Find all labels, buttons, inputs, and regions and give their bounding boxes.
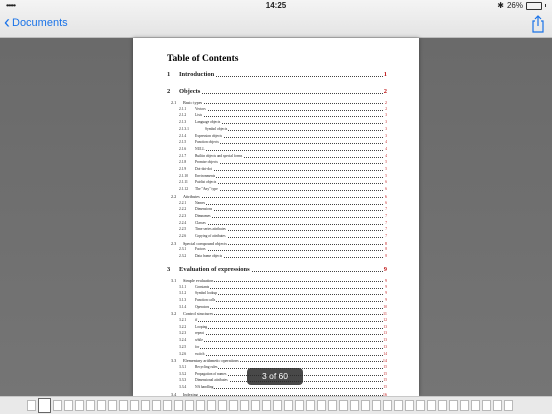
page-thumbnail[interactable] (152, 400, 161, 411)
battery-icon (526, 2, 542, 10)
page-thumbnail[interactable] (350, 400, 359, 411)
toc-entry-title: while (195, 338, 203, 343)
share-icon (530, 15, 546, 33)
battery-status (497, 1, 546, 10)
page-thumbnail[interactable] (229, 400, 238, 411)
toc-entry[interactable] (133, 140, 419, 146)
toc-leader-dots (195, 143, 383, 144)
toc-entry-title: NULL (195, 146, 205, 151)
page-thumbnail[interactable] (27, 400, 36, 411)
toc-entry-page: 16 (382, 391, 387, 396)
toc-entry-title: Attributes (183, 193, 200, 199)
toc-entry-page: 3 (385, 113, 387, 118)
toc-entry-title: Pairlist objects (195, 180, 217, 185)
toc-entry-page: 8 (384, 240, 387, 246)
toc-entry-page: 6 (385, 200, 387, 205)
toc-entry-page: 13 (383, 338, 387, 343)
toc-leader-dots (195, 301, 383, 302)
toc-entry[interactable] (133, 154, 419, 160)
toc-entry[interactable] (133, 88, 419, 98)
toc-entry[interactable] (133, 207, 419, 213)
toc-entry-title: Constants (195, 284, 210, 289)
toc-entry-page: 13 (383, 324, 387, 329)
toc-entry-page: 3 (385, 126, 387, 131)
toc-entry-number: 2.1.9 (179, 167, 187, 171)
toc-entry-page: 14 (383, 351, 387, 356)
toc-entry-title: Simple evaluation (183, 277, 214, 283)
toc-entry-number: 2.1.3 (179, 120, 187, 125)
toc-leader-dots (195, 116, 383, 117)
toc-entry-number: 2.2.2 (179, 207, 187, 212)
toc-entry[interactable] (133, 134, 419, 140)
toc-leader-dots (195, 150, 383, 151)
toc-entry-number: 3.2.5 (179, 344, 187, 349)
toc-entry-title: switch (195, 351, 205, 356)
page-thumbnail[interactable] (471, 400, 480, 411)
page-thumbnail[interactable] (339, 400, 348, 411)
toc-entry-page: 7 (385, 207, 387, 212)
page-thumbnail[interactable] (75, 400, 84, 411)
page-thumbnail[interactable] (97, 400, 106, 411)
page-thumbnail[interactable] (130, 400, 139, 411)
toc-entry[interactable] (133, 107, 419, 113)
toc-entry-title: Introduction (179, 71, 215, 78)
toc-entry-title: Language objects (195, 120, 221, 125)
toc-entry-page: 2 (384, 100, 387, 105)
page-thumbnails (27, 400, 513, 413)
toc-entry-number: 2 (167, 88, 171, 95)
toc-entry-number: 2.1.2 (179, 113, 187, 118)
toc-leader-dots (183, 103, 383, 104)
page-thumbnail[interactable] (141, 400, 150, 411)
page-thumbnail[interactable] (372, 400, 381, 411)
toc-entry-number: 3.3.2 (179, 371, 187, 376)
battery-tip (545, 4, 546, 7)
toc-entry-page: 4 (385, 146, 387, 151)
toc-entry-page: 7 (385, 220, 387, 225)
toc-entry-number: 2.1.7 (179, 153, 187, 158)
chevron-left-icon: ‹ (4, 12, 10, 32)
toc-entry-page: 13 (383, 331, 387, 336)
toc-entry-number: 2.1.12 (179, 187, 188, 192)
back-button-label: Documents (12, 17, 68, 29)
toc-leader-dots (183, 197, 383, 198)
share-button[interactable] (530, 15, 546, 33)
page-indicator: 3 of 60 (247, 368, 303, 385)
toc-entry-number: 3.1.2 (179, 291, 187, 296)
toc-entry-number: 3.2.6 (179, 351, 187, 356)
page-thumbnail[interactable] (427, 400, 436, 411)
toc-entry-page: 15 (383, 364, 387, 369)
page-scrubber[interactable] (0, 396, 552, 414)
toc-entry-page: 5 (385, 167, 387, 171)
toc-leader-dots (195, 321, 383, 322)
toc-entry-title: Copying of attributes (195, 234, 226, 238)
page-thumbnail[interactable] (295, 400, 304, 411)
toc-entry-title: Dimensional attributes (195, 378, 228, 383)
toc-entry-title: if (195, 318, 198, 322)
toc-entry[interactable] (133, 298, 419, 304)
toc-entry-title: NA handling (195, 385, 214, 389)
toc-entry-page: 13 (383, 344, 387, 349)
toc-entry-number: 2.1.4 (179, 133, 187, 138)
toc-entry-page: 15 (383, 378, 387, 383)
toc-entry[interactable] (133, 71, 419, 81)
toc-entry[interactable] (133, 266, 419, 276)
page-thumbnail[interactable] (394, 400, 403, 411)
toc-entry-title: Elementary arithmetic operations (183, 358, 239, 364)
toc-entry-number: 3.1.3 (179, 297, 187, 302)
toc-entry[interactable] (133, 194, 419, 200)
page-thumbnail[interactable] (328, 400, 337, 411)
toc-entry-page: 3 (385, 133, 387, 138)
toc-entry[interactable] (133, 241, 419, 247)
toc-entry-number: 3.2.2 (179, 324, 187, 329)
toc-entry-title: Dot-dot-dot (195, 167, 212, 171)
toc-entry-title: Vectors (195, 106, 206, 111)
toc-entry-number: 3 (167, 265, 171, 273)
toc-entry-page: 9 (385, 297, 387, 302)
toc-entry-page: 10 (383, 304, 387, 309)
toc-entry-title: Time series attributes (195, 227, 226, 232)
toc-entry-title: Factors (195, 247, 206, 252)
toc-heading: Table of Contents (167, 54, 239, 64)
toc-entry-title: Function calls (195, 297, 216, 302)
toc-entry[interactable] (133, 318, 419, 324)
toc-entry-number: 1 (167, 71, 171, 78)
toc-entry[interactable] (133, 160, 419, 166)
page-thumbnail[interactable] (284, 400, 293, 411)
toc-entry-number: 2.1 (171, 100, 177, 105)
toc-entry[interactable] (133, 385, 419, 391)
page-thumbnail[interactable] (251, 400, 260, 411)
toc-leader-dots (195, 328, 383, 329)
toc-entry[interactable] (133, 352, 419, 358)
toc-entry-number: 3.1.4 (179, 304, 187, 309)
toc-entry-number: 2.2 (171, 193, 177, 199)
toc-entry-number: 2.2.3 (179, 213, 187, 218)
toc-entry-page: 6 (384, 193, 387, 199)
navigation-bar (0, 0, 552, 38)
toc-leader-dots (195, 334, 383, 335)
toc-entry-page: 11 (382, 311, 387, 317)
toc-entry[interactable] (133, 345, 419, 351)
toc-entry-title: Propagation of names (195, 371, 227, 376)
page-thumbnail[interactable] (119, 400, 128, 411)
toc-entry-title: Control structures (183, 311, 214, 317)
toc-entry[interactable] (133, 325, 419, 331)
toc-entry-number: 2.2.1 (179, 200, 187, 205)
toc-entry[interactable] (133, 358, 419, 364)
toc-leader-dots (195, 308, 383, 309)
toc-entry-title: Function objects (195, 140, 219, 145)
toc-entry-title: Operators (195, 304, 210, 309)
toc-entry-number: 3.4 (171, 391, 177, 396)
toc-entry-number: 2.2.4 (179, 220, 187, 225)
page-thumbnail[interactable] (196, 400, 205, 411)
page-thumbnail[interactable] (163, 400, 172, 411)
toc-entry-page: 12 (383, 318, 387, 322)
toc-entry-number: 2.1.3.1 (179, 126, 189, 131)
toc-leader-dots (205, 130, 383, 131)
toc-leader-dots (195, 177, 383, 178)
toc-entry-number: 3.3 (171, 358, 177, 364)
toc-entry-number: 3.2.3 (179, 331, 187, 336)
toc-entry-page: 15 (383, 385, 387, 389)
pdf-page[interactable] (133, 38, 419, 396)
toc-entry-number: 2.3.1 (179, 247, 187, 252)
toc-leader-dots (195, 348, 383, 349)
toc-entry-page: 5 (385, 173, 387, 178)
toc-entry-number: 2.2.6 (179, 234, 187, 238)
page-thumbnail[interactable] (306, 400, 315, 411)
page-thumbnail[interactable] (207, 400, 216, 411)
page-thumbnail[interactable] (53, 400, 62, 411)
toc-entry-page: 3 (385, 120, 387, 125)
toc-entry-page: 7 (385, 213, 387, 218)
toc-entry-number: 3.1.1 (179, 284, 187, 289)
page-thumbnail[interactable] (449, 400, 458, 411)
page-thumbnail[interactable] (273, 400, 282, 411)
page-thumbnail[interactable] (361, 400, 370, 411)
toc-leader-dots (195, 163, 383, 164)
toc-entry-title: Promise objects (195, 160, 218, 165)
page-thumbnail[interactable] (405, 400, 414, 411)
toc-leader-dots (195, 110, 383, 111)
toc-entry-page: 4 (385, 153, 387, 158)
status-bar (0, 0, 552, 12)
toc-entry[interactable] (133, 120, 419, 126)
page-thumbnail[interactable] (86, 400, 95, 411)
toc-leader-dots (195, 217, 383, 218)
toc-leader-dots (195, 204, 383, 205)
toc-entry[interactable] (133, 100, 419, 106)
page-thumbnail[interactable] (493, 400, 502, 411)
toc-entry-title: for (195, 344, 200, 349)
toc-entry[interactable] (133, 254, 419, 260)
toc-entry-number: 2.3.2 (179, 254, 187, 259)
toc-entry[interactable] (133, 278, 419, 284)
toc-entry-title: Expression objects (195, 133, 223, 138)
page-thumbnail[interactable] (438, 400, 447, 411)
page-thumbnail[interactable] (174, 400, 183, 411)
page-thumbnail[interactable] (108, 400, 117, 411)
toc-entry-number: 2.1.6 (179, 146, 187, 151)
page-thumbnail[interactable] (317, 400, 326, 411)
toc-entry[interactable] (133, 167, 419, 173)
toc-entry-number: 3.3.3 (179, 378, 187, 383)
toc-leader-dots (195, 224, 383, 225)
page-thumbnail[interactable] (504, 400, 513, 411)
toc-entry-page: 2 (383, 88, 387, 95)
toc-entry[interactable] (133, 338, 419, 344)
toc-leader-dots (195, 137, 383, 138)
toc-entry[interactable] (133, 127, 419, 133)
toc-entry[interactable] (133, 311, 419, 317)
toc-entry[interactable] (133, 285, 419, 291)
toc-entry-page: 9 (385, 291, 387, 296)
toc-entry[interactable] (133, 247, 419, 253)
toc-entry-number: 2.1.11 (179, 180, 188, 185)
toc-entry-page: 7 (385, 227, 387, 232)
toc-entry[interactable] (133, 147, 419, 153)
toc-entry-page: 7 (385, 234, 387, 238)
toc-entry[interactable] (133, 180, 419, 186)
page-thumbnail[interactable] (262, 400, 271, 411)
toc-entry[interactable] (133, 234, 419, 240)
toc-leader-dots (195, 123, 383, 124)
toc-entry-number: 2.1.8 (179, 160, 187, 165)
toc-entry-number: 3.2.1 (179, 318, 187, 322)
toc-entry-title: Environments (195, 173, 216, 178)
toc-entry-title: Indexing (183, 391, 198, 396)
toc-entry-number: 2.3 (171, 240, 177, 246)
toc-leader-dots (195, 388, 383, 389)
toc-entry-number: 2.1.10 (179, 173, 188, 178)
page-thumbnail[interactable] (38, 398, 51, 413)
toc-entry-page: 2 (385, 106, 387, 111)
toc-entry-title: Objects (179, 88, 201, 95)
toc-entry[interactable] (133, 305, 419, 311)
toc-entry-page: 15 (383, 371, 387, 376)
toc-entry-number: 2.1.5 (179, 140, 187, 145)
page-thumbnail[interactable] (64, 400, 73, 411)
toc-entry-title: Dimnames (195, 213, 211, 218)
toc-entry-title: Looping (195, 324, 208, 329)
toc-entry[interactable] (133, 113, 419, 119)
toc-entry-page: 1 (383, 71, 387, 78)
toc-entry-title: Evaluation of expressions (179, 265, 250, 273)
toc-entry-page: 5 (385, 160, 387, 165)
page-thumbnail[interactable] (460, 400, 469, 411)
toc-entry-number: 3.3.4 (179, 385, 187, 389)
page-thumbnail[interactable] (218, 400, 227, 411)
page-thumbnail[interactable] (416, 400, 425, 411)
toc-leader-dots (195, 250, 383, 251)
toc-entry-page: 14 (382, 358, 387, 364)
toc-entry[interactable] (133, 174, 419, 180)
status-time: 14:25 (265, 1, 287, 10)
toc-entry-title: repeat (195, 331, 204, 336)
toc-entry-page: 9 (384, 277, 387, 283)
toc-entry-number: 3.1 (171, 277, 177, 283)
toc-leader-dots (195, 288, 383, 289)
toc-entry-title: Basic types (183, 100, 203, 105)
page-thumbnail[interactable] (185, 400, 194, 411)
toc-entry-number: 3.3.1 (179, 364, 187, 369)
toc-entry-page: 8 (385, 247, 387, 252)
bluetooth-icon: ✱ (497, 1, 504, 10)
toc-entry-title: Data frame objects (195, 254, 223, 259)
toc-entry-number: 2.1.1 (179, 106, 187, 111)
toc-leader-dots (179, 93, 383, 94)
page-thumbnail[interactable] (383, 400, 392, 411)
toc-entry-title: Recycling rules (195, 364, 218, 369)
toc-entry[interactable] (133, 221, 419, 227)
toc-entry[interactable] (133, 227, 419, 233)
toc-entry-number: 2.2.5 (179, 227, 187, 232)
toc-entry-page: 8 (385, 254, 387, 259)
toc-entry[interactable] (133, 331, 419, 337)
signal-strength: ••••• (6, 1, 16, 10)
battery-percent: 26% (506, 1, 523, 10)
toc-entry-page: 4 (385, 140, 387, 145)
toc-entry-page: 9 (383, 265, 387, 273)
toc-leader-dots (195, 190, 383, 191)
toc-entry-title: Names (195, 200, 205, 205)
toc-entry-page: 9 (385, 284, 387, 289)
toc-entry-title: Symbol objects (205, 126, 228, 131)
toc-entry-title: The "Any" type (195, 187, 218, 192)
toc-entry-title: Symbol lookup (195, 291, 218, 296)
toc-entry-number: 3.2.4 (179, 338, 187, 343)
toc-entry[interactable] (133, 214, 419, 220)
toc-entry[interactable] (133, 201, 419, 207)
toc-leader-dots (195, 341, 383, 342)
toc-leader-dots (195, 170, 383, 171)
toc-entry-page: 6 (385, 187, 387, 192)
toc-leader-dots (195, 257, 383, 258)
toc-leader-dots (195, 210, 383, 211)
toc-leader-dots (195, 183, 383, 184)
toc-entry-number: 3.2 (171, 311, 177, 317)
toc-entry-title: Classes (195, 220, 206, 225)
back-to-documents-button[interactable] (4, 14, 68, 32)
page-thumbnail[interactable] (482, 400, 491, 411)
toc-entry-title: Lists (195, 113, 202, 118)
toc-leader-dots (195, 355, 383, 356)
toc-entry-page: 6 (385, 180, 387, 185)
toc-entry[interactable] (133, 187, 419, 193)
toc-entry[interactable] (133, 291, 419, 297)
page-thumbnail[interactable] (240, 400, 249, 411)
toc-leader-dots (195, 294, 383, 295)
toc-entry-title: Dimensions (195, 207, 213, 212)
toc-entry-title: Builtin objects and special forms (195, 153, 243, 158)
toc-entry-title: Special compound objects (183, 240, 227, 246)
